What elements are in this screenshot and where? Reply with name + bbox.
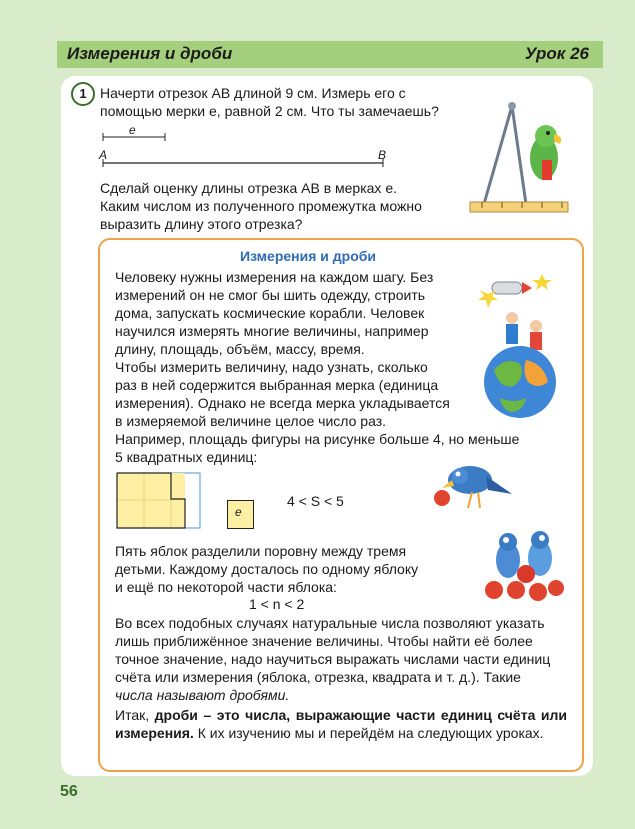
bird-apple-illustration <box>430 458 514 516</box>
point-b-label: B <box>378 148 387 162</box>
info-line: в измеряемой величине целое число раз. <box>115 413 387 429</box>
info-paragraph-2 <box>115 358 463 430</box>
task-line: Начерти отрезок AB длиной 9 см. Измерь его с <box>100 85 406 101</box>
point-a-label: A <box>99 148 108 162</box>
task-line: Сделай оценку длины отрезка AB в мерках e. <box>100 180 398 196</box>
lesson-label: Урок 26 <box>524 44 589 63</box>
info-line: Во всех подобных случаях натуральные числа позволяют указать <box>115 615 545 631</box>
info-line: научился измерять многие величины, например <box>115 323 429 339</box>
parrot-compass-illustration <box>462 98 572 216</box>
info-line: Пять яблок разделили поровну между тремя <box>115 543 407 559</box>
info-line: числа называют дробями. <box>115 687 290 703</box>
fraction-definition: дроби – это числа, выражающие части единиц счёта или измерения. <box>115 707 568 741</box>
info-paragraph-1 <box>115 268 463 358</box>
info-line: длину, площадь, объём, массу, время. <box>115 341 365 357</box>
info-line: дома, запускать космические корабли. Человек <box>115 305 425 321</box>
task-number: 1 <box>71 82 95 106</box>
area-inequality: 4 < S < 5 <box>287 493 344 509</box>
info-line: точное значение, надо научиться выражать числами части единиц <box>115 651 551 667</box>
info-paragraph-4 <box>115 542 449 596</box>
figure-bottom-right-block <box>171 499 185 528</box>
page-number: 56 <box>60 783 78 800</box>
task-paragraph-1 <box>100 84 450 120</box>
info-line: Чтобы измерить величину, надо узнать, сколько <box>115 359 428 375</box>
task-line: помощью мерки e, равной 2 см. Что ты замечаешь? <box>100 103 439 119</box>
info-line: измерений он не смог бы шить одежду, строить <box>115 287 426 303</box>
task-paragraph-2 <box>100 179 446 233</box>
info-line: раз в ней содержится выбранная мерка (единица <box>115 377 439 393</box>
info-line: детьми. Каждому досталось по одному яблоку <box>115 561 419 577</box>
task-line: Каким числом из полученного промежутка можно <box>100 198 422 214</box>
birds-apples-illustration <box>482 528 566 608</box>
header-bar <box>57 41 603 68</box>
apple-inequality: 1 < n < 2 <box>249 596 305 612</box>
info-line: 5 квадратных единиц: <box>115 449 258 465</box>
info-line: Человеку нужны измерения на каждом шагу. Без <box>115 269 434 285</box>
task-line: выразить длину этого отрезка? <box>100 216 303 232</box>
chapter-title: Измерения и дроби <box>67 44 233 63</box>
segment-drawing <box>98 130 398 170</box>
info-line: счёта или измерения (яблока, отрезка, квадрата и т. д.). Такие <box>115 669 521 685</box>
globe-children-illustration <box>470 270 570 420</box>
info-line: Например, площадь фигуры на рисунке больше 4, но меньше <box>115 431 520 447</box>
unit-square-label: e <box>235 505 242 519</box>
info-line: измерения). Однако не всегда мерка укладывается <box>115 395 450 411</box>
info-paragraph-5 <box>115 614 567 704</box>
conclusion-rest: К их изучению мы и перейдём на следующих уроках. <box>197 725 544 741</box>
info-line: и ещё по некоторой части яблока: <box>115 579 337 595</box>
info-paragraph-6 <box>115 706 567 742</box>
unit-e-label: e <box>129 123 136 137</box>
area-figure <box>116 472 206 532</box>
info-line: лишь приближённое значение величины. Чтобы найти её более <box>115 633 533 649</box>
info-box-title: Измерения и дроби <box>240 248 377 264</box>
figure-top-right-block <box>171 473 185 499</box>
conclusion-intro: Итак, <box>115 707 150 723</box>
